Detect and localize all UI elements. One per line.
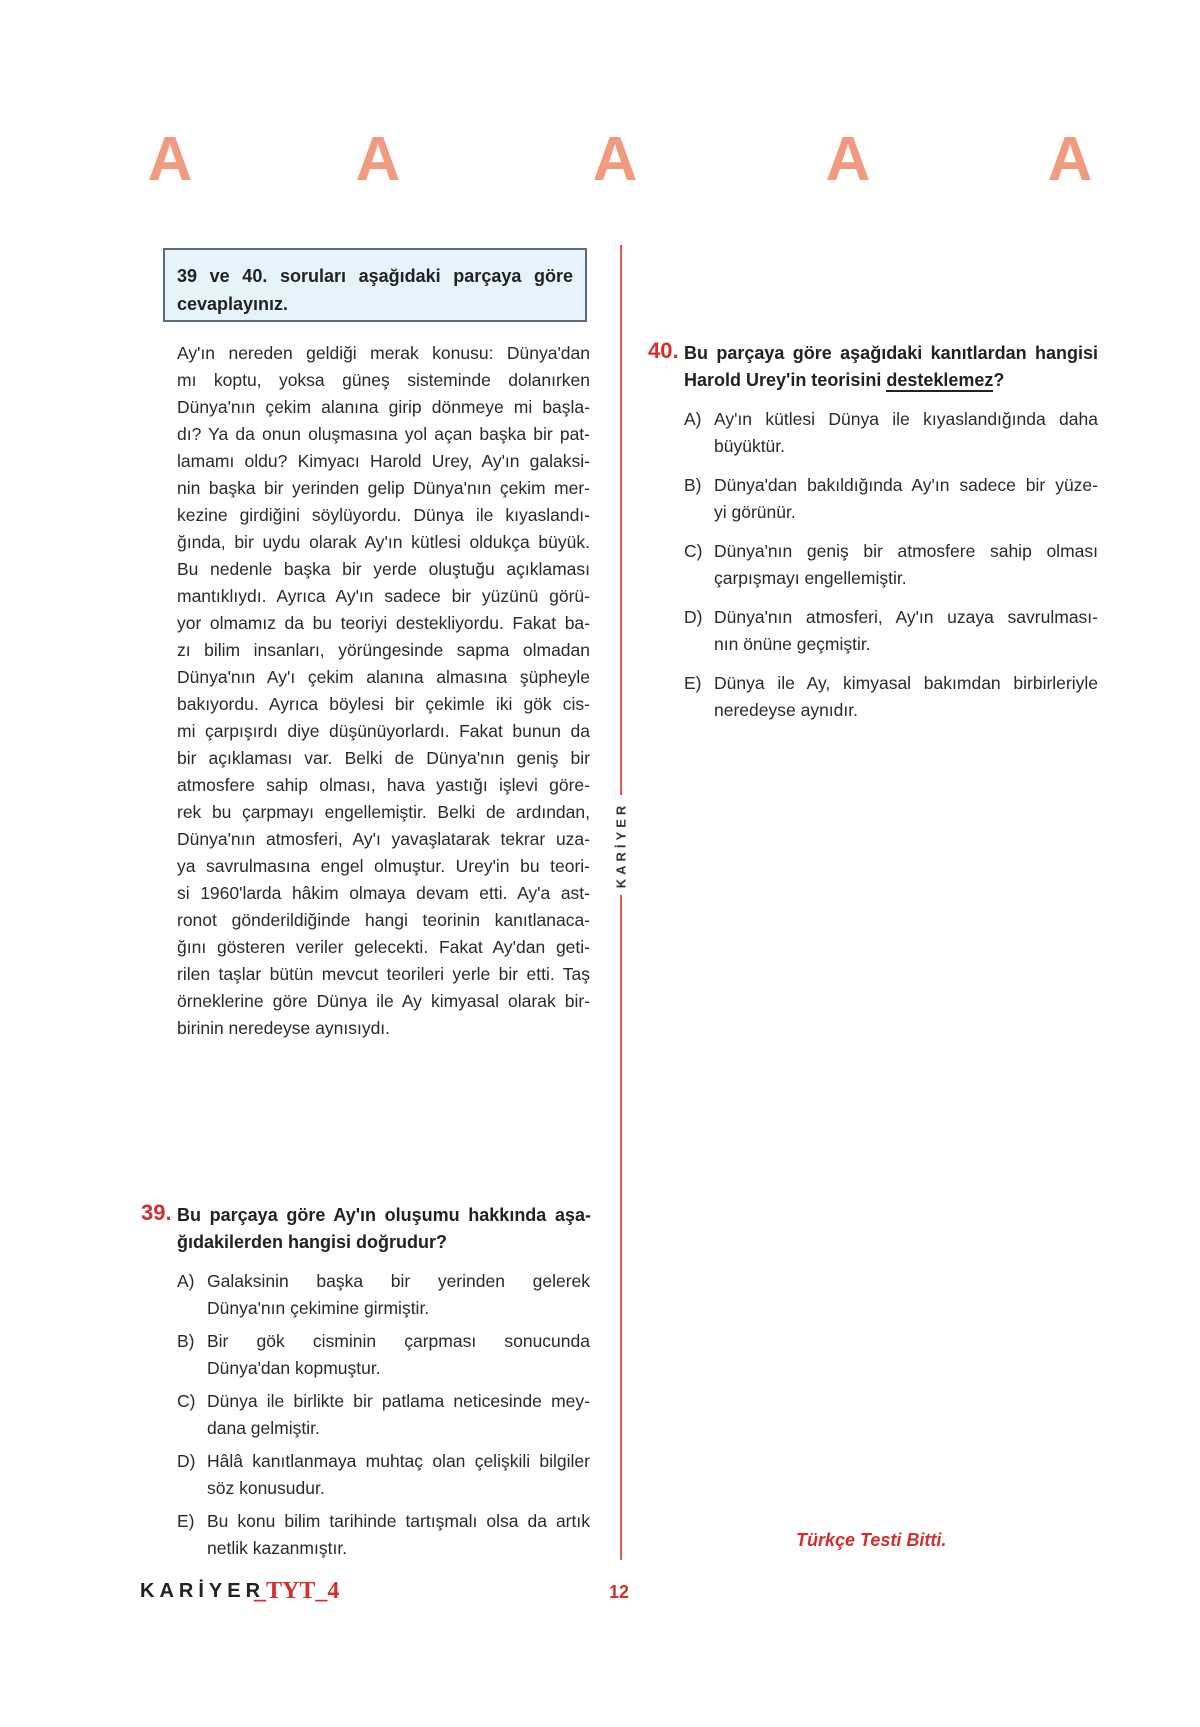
- column-divider: [620, 245, 622, 1560]
- answer-option-b[interactable]: B) Bir gök cisminin çarpması sonucunda Dünya'dan kopmuştur.: [177, 1331, 590, 1378]
- question-39: [141, 1202, 591, 1256]
- passage-line: Bu nedenle başka bir yerde oluştuğu açıklaması: [177, 559, 590, 579]
- booklet-a-mark: [140, 128, 200, 188]
- booklet-a-mark: [1040, 128, 1100, 188]
- passage-line: mi çarpışırdı diye düşünüyorlardı. Fakat bunun da: [177, 721, 590, 741]
- passage-line: rek bu çarpmayı engellemiştir. Belki de ardından,: [177, 802, 590, 822]
- answer-option-e[interactable]: E) Bu konu bilim tarihinde tartışmalı olsa da artık netlik kazanmıştır.: [177, 1511, 590, 1558]
- answer-option-e[interactable]: E) Dünya ile Ay, kimyasal bakımdan birbirleriyle neredeyse aynıdır.: [684, 673, 1098, 720]
- passage-line: si 1960'larda hâkim olmaya devam etti. Ay'a ast-: [177, 883, 590, 903]
- passage-line: Ay'ın nereden geldiği merak konusu: Dünya'dan: [177, 343, 590, 363]
- passage-line: Dünya'nın Ay'ı çekim alanına almasına şüpheyle: [177, 667, 590, 687]
- passage-line: rilen taşlar bütün mevcut teorileri yerle bir etti. Taş: [177, 964, 590, 984]
- question-number: 39.: [141, 1200, 172, 1225]
- passage-line: bir açıklaması var. Belki de Dünya'nın geniş bir: [177, 748, 590, 768]
- booklet-a-mark: [818, 128, 878, 188]
- passage-line: örneklerine göre Dünya ile Ay kimyasal olarak bir-: [177, 991, 590, 1011]
- answer-option-a[interactable]: A) Galaksinin başka bir yerinden gelerek Dünya'nın çekimine girmiştir.: [177, 1271, 590, 1318]
- question-number: 40.: [648, 338, 679, 363]
- page-number: 12: [609, 1582, 630, 1602]
- svg-text:A: A: [825, 128, 871, 188]
- passage-line: Dünya'nın atmosferi, Ay'ı yavaşlatarak tekrar uza-: [177, 829, 590, 849]
- question-stem: Bu parçaya göre Ay'ın oluşumu hakkında aşa- ğıdakilerden hangisi doğrudur?: [177, 1205, 591, 1252]
- passage-line: ya savrulmasına engel olmuştur. Urey'in bu teori-: [177, 856, 590, 876]
- passage-line: ronot gönderildiğinde hangi teorinin kanıtlanaca-: [177, 910, 590, 930]
- answer-option-c[interactable]: C) Dünya ile birlikte bir patlama neticesinde mey- dana gelmiştir.: [177, 1391, 590, 1438]
- test-end-note: Türkçe Testi Bitti.: [796, 1530, 947, 1550]
- divider-brand-label: KARİYER: [606, 795, 636, 895]
- svg-text:A: A: [592, 128, 638, 188]
- answer-option-c[interactable]: C) Dünya'nın geniş bir atmosfere sahip olması çarpışmayı engellemiştir.: [684, 541, 1098, 588]
- passage-line: nin başka bir yerinden gelip Dünya'nın çekim mer-: [177, 478, 590, 498]
- answer-option-b[interactable]: B) Dünya'dan bakıldığında Ay'ın sadece bir yüze- yi görünür.: [684, 475, 1098, 522]
- answer-option-d[interactable]: D) Dünya'nın atmosferi, Ay'ın uzaya savrulması- nın önüne geçmiştir.: [684, 607, 1098, 654]
- passage-line: bakıyordu. Ayrıca böylesi bir çekimle iki gök cis-: [177, 694, 590, 714]
- passage-line: lamamı oldu? Kimyacı Harold Urey, Ay'ın galaksi-: [177, 451, 590, 471]
- passage-line: kezine girdiğini söylüyordu. Dünya ile kıyaslandı-: [177, 505, 590, 525]
- passage-line: Dünya'nın çekim alanına girip dönmeye mi başla-: [177, 397, 590, 417]
- passage-line: mantıklıydı. Ayrıca Ay'ın sadece bir yüzünü görü-: [177, 586, 590, 606]
- svg-text:A: A: [147, 128, 193, 188]
- booklet-a-mark: [585, 128, 645, 188]
- passage-line: ğını gösteren veriler gelecekti. Fakat Ay'dan geti-: [177, 937, 590, 957]
- question-40: [648, 340, 1098, 394]
- negation-keyword: desteklemez: [886, 370, 994, 390]
- footer-brand: KARİYER: [140, 1580, 266, 1602]
- answer-option-d[interactable]: D) Hâlâ kanıtlanmaya muhtaç olan çelişkili bilgiler söz konusudur.: [177, 1451, 590, 1498]
- svg-text:A: A: [355, 128, 401, 188]
- booklet-a-mark: [348, 128, 408, 188]
- question-stem: Bu parçaya göre aşağıdaki kanıtlardan hangisi Harold Urey'in teorisini desteklemez?: [684, 343, 1098, 390]
- passage-line: birinin neredeyse aynısıydı.: [177, 1018, 391, 1038]
- passage-line: ğında, bir uydu olarak Ay'ın kütlesi oldukça büyük.: [177, 532, 590, 552]
- reading-passage: [177, 340, 590, 1042]
- passage-line: zı bilim insanları, yörüngesinde sapma olmadan: [177, 640, 590, 660]
- passage-line: dı? Ya da onun oluşmasına yol açan başka bir pat-: [177, 424, 590, 444]
- passage-line: yor olmamız da bu teoriyi destekliyordu. Fakat ba-: [177, 613, 590, 633]
- instruction-line: cevaplayınız.: [177, 294, 289, 314]
- svg-text:A: A: [1047, 128, 1093, 188]
- passage-line: atmosfere sahip olması, hava yastığı işlevi göre-: [177, 775, 590, 795]
- passage-instruction-box: [163, 248, 587, 322]
- footer-test-code: _TYT_4: [254, 1578, 340, 1604]
- instruction-line: 39 ve 40. soruları aşağıdaki parçaya göre: [177, 266, 573, 286]
- passage-line: mı koptu, yoksa güneş sisteminde dolanırken: [177, 370, 590, 390]
- answer-option-a[interactable]: A) Ay'ın kütlesi Dünya ile kıyaslandığında daha büyüktür.: [684, 409, 1098, 456]
